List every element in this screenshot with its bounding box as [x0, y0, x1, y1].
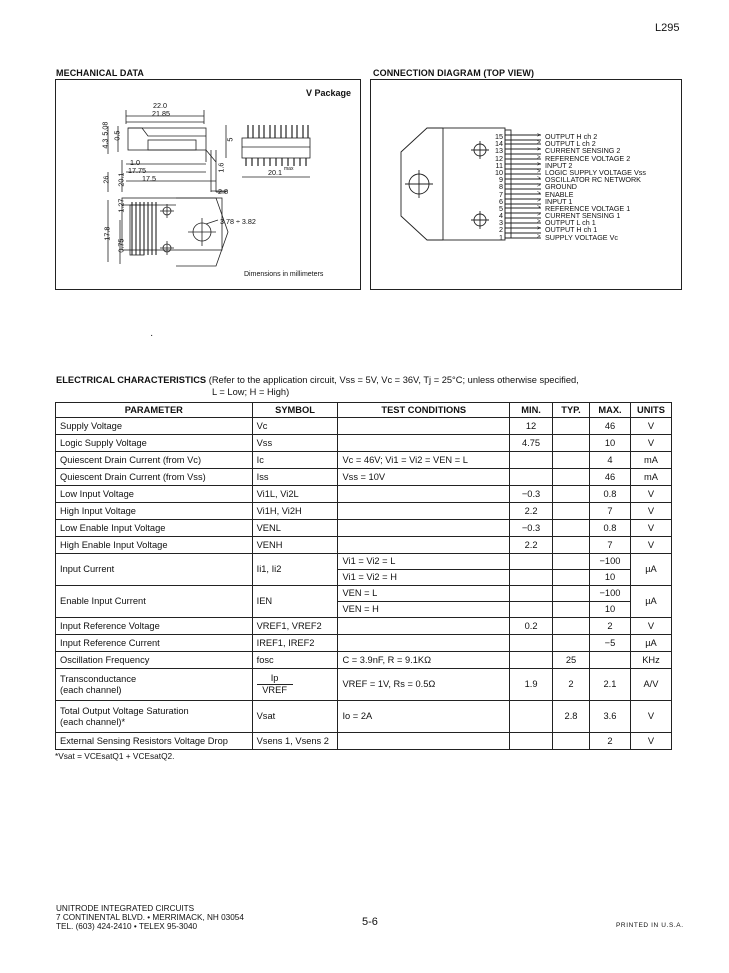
cell-symbol: Iss	[252, 469, 338, 486]
col-test-conditions: TEST CONDITIONS	[338, 403, 510, 418]
cell-max: 46	[590, 418, 631, 435]
cell-units: KHz	[630, 652, 671, 669]
dim-3-78-3-82: 3.78 ÷ 3.82	[220, 217, 256, 226]
pin-row	[493, 176, 673, 183]
pin-label: OUTPUT L ch 2	[545, 139, 596, 149]
pin-label: INPUT 2	[545, 160, 573, 170]
cell-symbol: IEN	[252, 586, 338, 618]
table-row	[56, 520, 672, 537]
pin-number: 3	[499, 218, 503, 228]
col-max: MAX.	[590, 403, 631, 418]
cell-symbol: IREF1, IREF2	[252, 635, 338, 652]
dim-17-5: 17.5	[142, 174, 156, 183]
cell-typ	[553, 452, 590, 469]
cell-typ	[553, 486, 590, 503]
cell-test-conditions	[338, 733, 510, 750]
cell-units: mA	[630, 452, 671, 469]
pin-arrow-icon: >	[537, 133, 541, 139]
table-row	[56, 701, 672, 733]
table-row	[56, 469, 672, 486]
pin-number: 5	[499, 203, 503, 213]
cell-symbol: Vss	[252, 435, 338, 452]
pin-number: 2	[499, 225, 503, 235]
table-row	[56, 652, 672, 669]
cell-typ	[553, 733, 590, 750]
pin-arrow-icon: >	[537, 154, 541, 161]
pin-number: 12	[495, 153, 503, 163]
cell-min: 2.2	[510, 537, 553, 554]
cell-parameter: Enable Input Current	[56, 586, 253, 618]
package-label: V Package	[306, 88, 352, 98]
cell-test-conditions	[338, 486, 510, 503]
cell-typ	[553, 537, 590, 554]
cell-test-conditions	[338, 520, 510, 537]
pin-arrow-icon: >	[537, 190, 541, 197]
dim-4-3: 4.3	[100, 138, 110, 149]
table-row	[56, 733, 672, 750]
electrical-conditions-2: L = Low; H = High)	[212, 387, 290, 397]
cell-line: VREF	[262, 685, 287, 695]
pin-row	[493, 191, 673, 198]
col-units: UNITS	[630, 403, 671, 418]
cell-min	[510, 586, 553, 602]
table-row	[56, 669, 672, 701]
cell-parameter: Low Enable Input Voltage	[56, 520, 253, 537]
cell-max: 10	[590, 570, 631, 586]
cell-parameter	[56, 669, 253, 701]
cell-min	[510, 452, 553, 469]
cell-line: (each channel)*	[60, 716, 126, 727]
pin-number: 15	[495, 132, 503, 141]
part-number: L295	[655, 22, 680, 34]
cell-max: −100	[590, 554, 631, 570]
cell-test-conditions	[338, 435, 510, 452]
cell-test-conditions: VEN = H	[338, 602, 510, 618]
cell-parameter: Input Reference Current	[56, 635, 253, 652]
table-row	[56, 435, 672, 452]
dim-20-1-front: 20.1	[268, 168, 282, 177]
pin-label: CURRENT SENSING 2	[545, 146, 621, 156]
cell-min	[510, 602, 553, 618]
pin-number: 11	[495, 160, 503, 170]
cell-symbol: fosc	[252, 652, 338, 669]
pin-number: 8	[499, 182, 503, 192]
pin-label: GROUND	[545, 182, 577, 192]
table-row	[56, 554, 672, 570]
pin-number: 14	[495, 139, 503, 149]
cell-typ	[553, 503, 590, 520]
connection-diagram-title: CONNECTION DIAGRAM (TOP VIEW)	[373, 68, 535, 78]
cell-line: Vsat	[256, 711, 276, 721]
cell-min	[510, 652, 553, 669]
cell-min: 0.2	[510, 618, 553, 635]
table-row	[56, 503, 672, 520]
cell-units: V	[630, 486, 671, 503]
pin-number: 10	[495, 167, 503, 177]
cell-typ	[553, 435, 590, 452]
cell-typ	[553, 586, 590, 602]
cell-symbol	[252, 701, 338, 733]
cell-typ	[553, 469, 590, 486]
cell-max: 10	[590, 602, 631, 618]
cell-parameter: Supply Voltage	[56, 418, 253, 435]
dim-17-75: 17.75	[128, 166, 146, 175]
mechanical-data-title: MECHANICAL DATA	[56, 68, 144, 78]
cell-typ	[553, 618, 590, 635]
cell-max: 3.6	[590, 701, 631, 733]
cell-symbol: Ii1, Ii2	[252, 554, 338, 586]
pin-arrow-icon: >	[537, 140, 541, 147]
cell-units: V	[630, 537, 671, 554]
cell-parameter: High Enable Input Voltage	[56, 537, 253, 554]
table-row	[56, 586, 672, 602]
cell-symbol: VREF1, VREF2	[252, 618, 338, 635]
cell-symbol: VENH	[252, 537, 338, 554]
connection-diagram-panel	[370, 79, 682, 290]
pin-label: LOGIC SUPPLY VOLTAGE Vss	[545, 167, 646, 177]
cell-symbol: Vc	[252, 418, 338, 435]
dimensions-note: Dimensions in millimeters	[244, 271, 324, 278]
cell-line: Total Output Voltage Saturation	[60, 705, 189, 716]
cell-typ: 2.8	[553, 701, 590, 733]
dim-0-5: 0.5	[112, 130, 122, 141]
pin-arrow-icon: >	[537, 176, 541, 183]
package-outline-drawing	[56, 80, 360, 289]
pin-label: REFERENCE VOLTAGE 1	[545, 203, 631, 213]
cell-units: mA	[630, 469, 671, 486]
cell-units: µA	[630, 586, 671, 618]
cell-max: 2	[590, 618, 631, 635]
pin-arrow-icon: >	[537, 161, 541, 168]
cell-symbol: VENL	[252, 520, 338, 537]
dim-1-6: 1.6	[216, 162, 226, 173]
mechanical-drawing-panel	[55, 79, 361, 290]
pin-label: CURRENT SENSING 1	[545, 211, 621, 221]
dim-20-1-side: 20.1	[116, 172, 126, 187]
dim-1-27: 1.27	[116, 198, 126, 213]
cell-test-conditions: Vi1 = Vi2 = H	[338, 570, 510, 586]
pin-list	[493, 133, 673, 241]
pin-arrow-icon: >	[537, 226, 541, 233]
dim-2-8: 2.8	[218, 187, 228, 196]
cell-typ: 2	[553, 669, 590, 701]
dim-0-75: 0.75	[116, 238, 126, 253]
cell-typ	[553, 554, 590, 570]
dim-5-front: 5	[225, 137, 235, 142]
cell-parameter: Quiescent Drain Current (from Vc)	[56, 452, 253, 469]
cell-symbol: Vi1L, Vi2L	[252, 486, 338, 503]
cell-typ	[553, 520, 590, 537]
electrical-title: ELECTRICAL CHARACTERISTICS	[56, 375, 207, 385]
pin-arrow-icon: >	[537, 204, 541, 211]
pin-number: 9	[499, 175, 503, 185]
table-row	[56, 418, 672, 435]
pin-arrow-icon: >	[537, 147, 541, 154]
cell-units: V	[630, 520, 671, 537]
cell-parameter: High Input Voltage	[56, 503, 253, 520]
cell-min	[510, 733, 553, 750]
cell-max: −100	[590, 586, 631, 602]
cell-units: A/V	[630, 669, 671, 701]
pin-label: OUTPUT H ch 2	[545, 132, 598, 141]
cell-test-conditions	[338, 635, 510, 652]
col-typ: TYP.	[553, 403, 590, 418]
electrical-characteristics-heading	[56, 375, 579, 385]
pin-row	[493, 234, 673, 241]
table-row	[56, 486, 672, 503]
table-footnote: *Vsat = VCEsatQ1 + VCEsatQ2.	[55, 751, 175, 761]
cell-test-conditions: VEN = L	[338, 586, 510, 602]
cell-parameter: External Sensing Resistors Voltage Drop	[56, 733, 253, 750]
cell-typ	[553, 570, 590, 586]
dim-26: 26	[101, 175, 111, 184]
cell-units: µA	[630, 554, 671, 586]
dim-21-85: 21.85	[152, 109, 170, 118]
pin-arrow-icon: >	[537, 233, 541, 240]
pin-label: OSCILLATOR RC NETWORK	[545, 175, 641, 185]
cell-max	[590, 652, 631, 669]
pin-number: 1	[499, 232, 503, 242]
pin-row	[493, 155, 673, 162]
cell-parameter	[56, 701, 253, 733]
page-number: 5-6	[362, 916, 378, 928]
cell-min	[510, 701, 553, 733]
cell-min	[510, 635, 553, 652]
pin-number: 7	[499, 189, 503, 199]
electrical-characteristics-table	[55, 402, 672, 750]
table-row	[56, 537, 672, 554]
cell-min: 2.2	[510, 503, 553, 520]
col-min: MIN.	[510, 403, 553, 418]
cell-typ	[553, 418, 590, 435]
electrical-conditions: (Refer to the application circuit, Vss = 5V, Vc = 36V, Tj = 25°C; unless otherwise specified,	[208, 375, 579, 385]
cell-line: Transconductance	[60, 673, 137, 684]
cell-min	[510, 570, 553, 586]
cell-parameter: Input Current	[56, 554, 253, 586]
pin-number: 6	[499, 196, 503, 206]
cell-min: 12	[510, 418, 553, 435]
pin-row	[493, 183, 673, 190]
cell-parameter: Logic Supply Voltage	[56, 435, 253, 452]
cell-min	[510, 469, 553, 486]
footer-street: 7 CONTINENTAL BLVD. • MERRIMACK, NH 03054	[56, 913, 244, 922]
pin-arrow-icon: >	[537, 219, 541, 226]
dim-max-front: max	[284, 166, 294, 172]
cell-parameter: Low Input Voltage	[56, 486, 253, 503]
pin-number: 13	[495, 146, 503, 156]
dim-5-08: 5.08	[100, 121, 110, 136]
pin-number: 4	[499, 211, 503, 221]
cell-max: 4	[590, 452, 631, 469]
cell-line: Ip	[257, 673, 293, 685]
cell-units: µA	[630, 635, 671, 652]
footer-company: UNITRODE INTEGRATED CIRCUITS	[56, 904, 195, 913]
pin-arrow-icon: >	[537, 212, 541, 219]
cell-symbol	[252, 669, 338, 701]
pin-label: ENABLE	[545, 189, 574, 199]
cell-parameter: Oscillation Frequency	[56, 652, 253, 669]
cell-min: 4.75	[510, 435, 553, 452]
table-row	[56, 618, 672, 635]
pin-label: OUTPUT L ch 1	[545, 218, 596, 228]
cell-units: V	[630, 435, 671, 452]
table-row	[56, 635, 672, 652]
col-parameter: PARAMETER	[56, 403, 253, 418]
dim-17-8: 17.8	[102, 226, 112, 241]
cell-test-conditions	[338, 618, 510, 635]
cell-parameter: Quiescent Drain Current (from Vss)	[56, 469, 253, 486]
cell-symbol: Vsens 1, Vsens 2	[252, 733, 338, 750]
footer-address	[56, 904, 244, 931]
cell-max: 2.1	[590, 669, 631, 701]
cell-max: 7	[590, 503, 631, 520]
pin-arrow-icon: >	[537, 183, 541, 190]
stray-mark: ·	[150, 330, 154, 341]
cell-units: V	[630, 618, 671, 635]
cell-line: (each channel)	[60, 684, 122, 695]
cell-parameter: Input Reference Voltage	[56, 618, 253, 635]
cell-typ	[553, 635, 590, 652]
cell-max: 0.8	[590, 486, 631, 503]
cell-typ	[553, 602, 590, 618]
cell-test-conditions: Io = 2A	[338, 701, 510, 733]
cell-units: V	[630, 733, 671, 750]
col-symbol: SYMBOL	[252, 403, 338, 418]
table-header-row	[56, 403, 672, 418]
cell-max: 46	[590, 469, 631, 486]
dim-22-0: 22.0	[153, 101, 167, 110]
pin-label: SUPPLY VOLTAGE Vc	[545, 232, 618, 242]
cell-min: 1.9	[510, 669, 553, 701]
cell-max: 10	[590, 435, 631, 452]
cell-min: −0.3	[510, 486, 553, 503]
cell-max: 2	[590, 733, 631, 750]
cell-max: −5	[590, 635, 631, 652]
cell-units: V	[630, 503, 671, 520]
cell-test-conditions	[338, 503, 510, 520]
pin-arrow-icon: >	[537, 168, 541, 175]
pin-arrow-icon: >	[537, 197, 541, 204]
dim-1-0: 1.0	[130, 158, 140, 167]
cell-max: 0.8	[590, 520, 631, 537]
footer-phone: TEL. (603) 424-2410 • TELEX 95-3040	[56, 922, 198, 931]
cell-test-conditions	[338, 537, 510, 554]
cell-symbol: Ic	[252, 452, 338, 469]
cell-test-conditions	[338, 418, 510, 435]
cell-test-conditions: C = 3.9nF, R = 9.1KΩ	[338, 652, 510, 669]
cell-min: −0.3	[510, 520, 553, 537]
cell-units: V	[630, 701, 671, 733]
cell-symbol: Vi1H, Vi2H	[252, 503, 338, 520]
printed-in-usa: PRINTED IN U.S.A.	[616, 922, 684, 929]
cell-typ: 25	[553, 652, 590, 669]
cell-test-conditions: Vi1 = Vi2 = L	[338, 554, 510, 570]
cell-test-conditions: Vss = 10V	[338, 469, 510, 486]
cell-max: 7	[590, 537, 631, 554]
table-row	[56, 452, 672, 469]
pin-label: OUTPUT H ch 1	[545, 225, 598, 235]
cell-min	[510, 554, 553, 570]
cell-units: V	[630, 418, 671, 435]
pin-label: INPUT 1	[545, 196, 573, 206]
cell-test-conditions: VREF = 1V, Rs = 0.5Ω	[338, 669, 510, 701]
cell-test-conditions: Vc = 46V; Vi1 = Vi2 = VEN = L	[338, 452, 510, 469]
pin-label: REFERENCE VOLTAGE 2	[545, 153, 631, 163]
